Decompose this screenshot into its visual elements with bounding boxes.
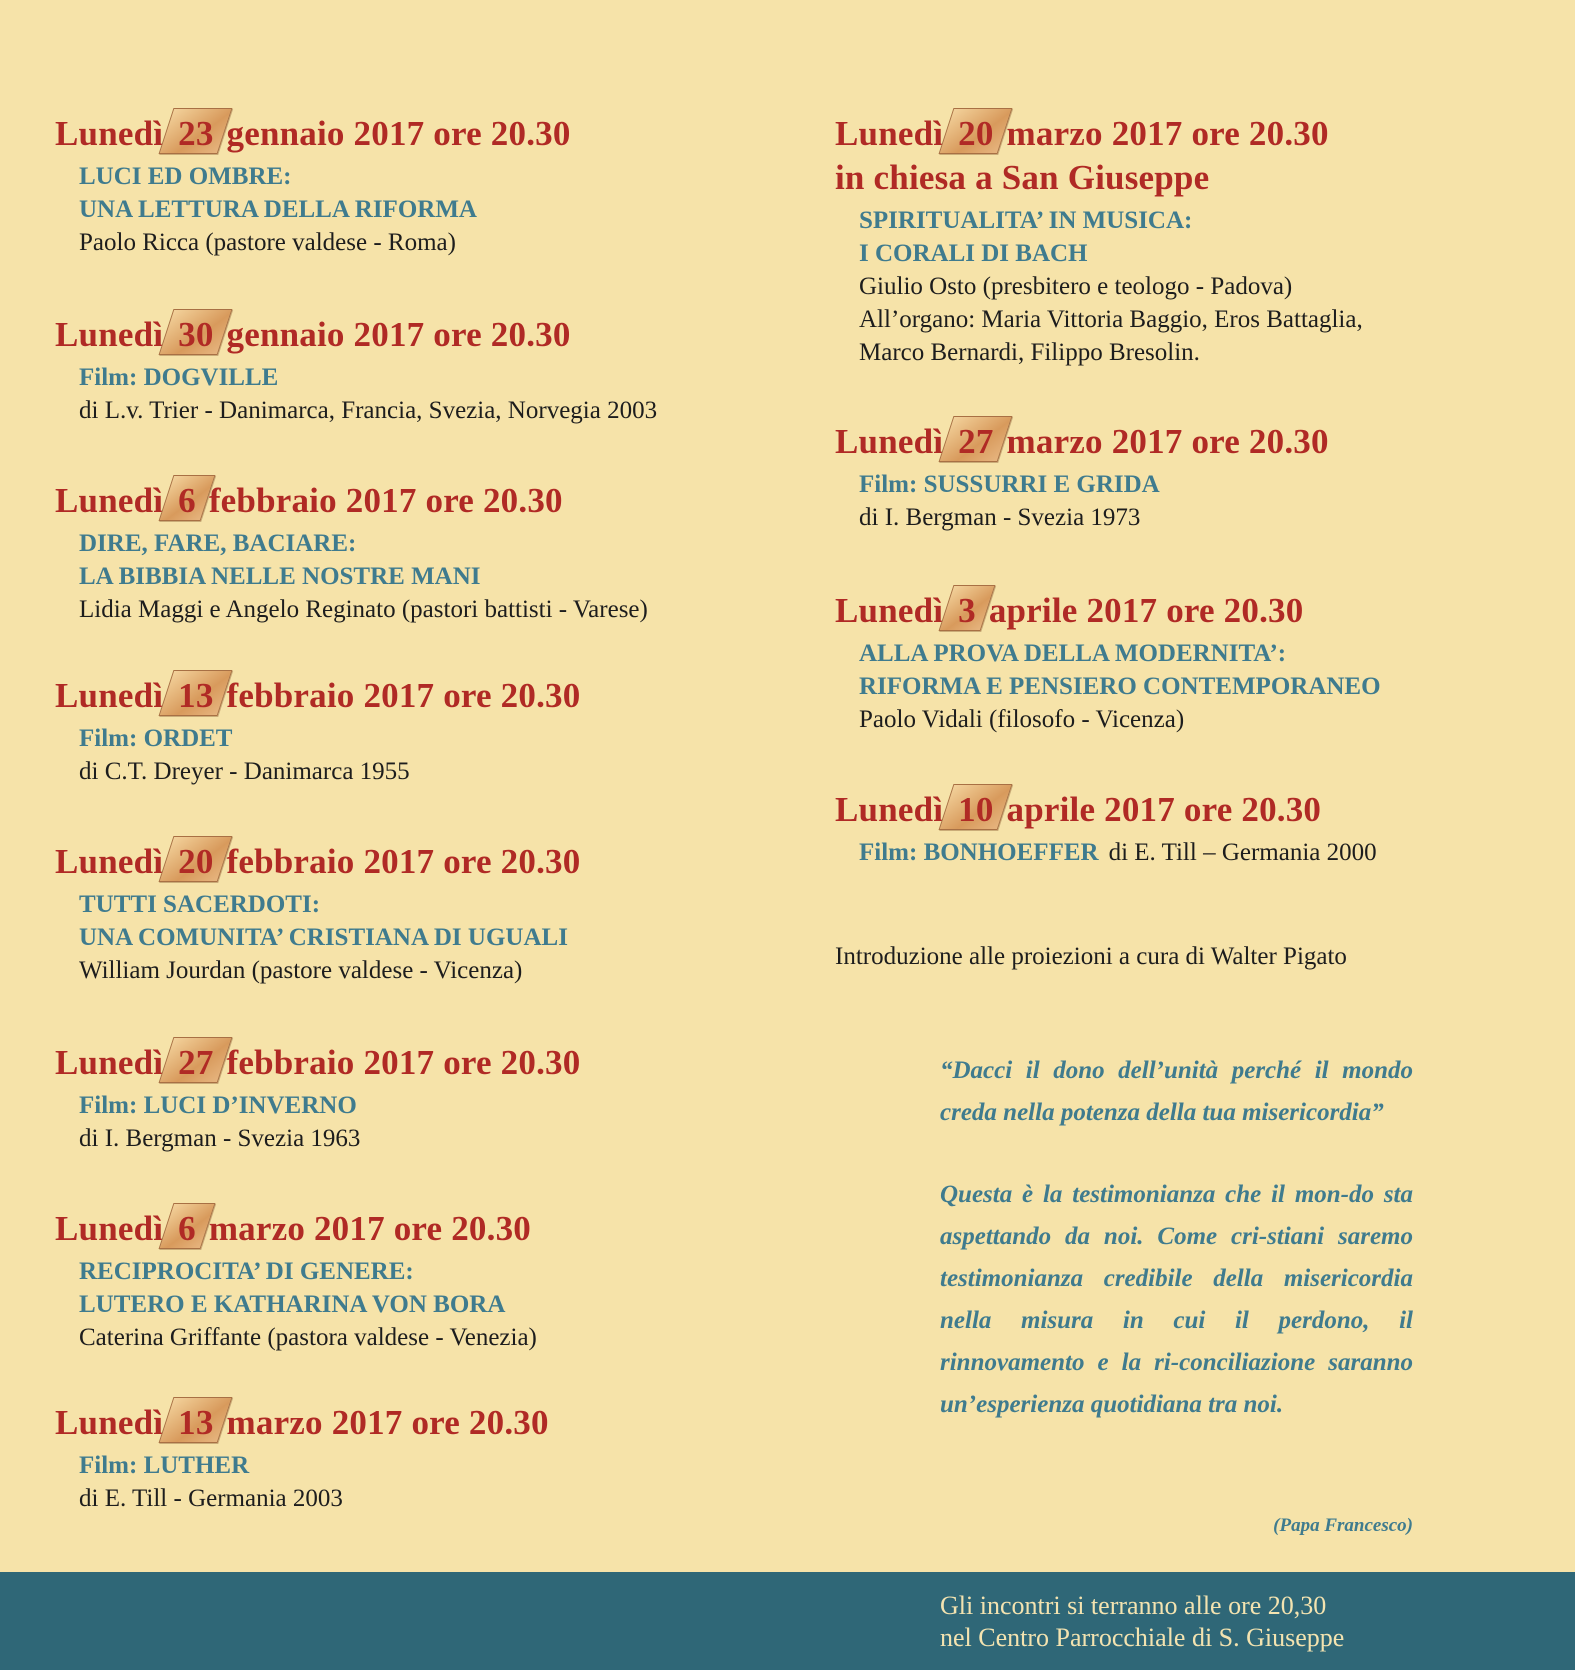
day-number: 27	[952, 420, 997, 464]
event-date	[835, 589, 1555, 633]
event-date	[835, 112, 1555, 200]
event-item	[835, 112, 1555, 369]
weekday: Lunedì	[55, 1403, 164, 1442]
event-speaker: Lidia Maggi e Angelo Reginato (pastori battisti - Varese)	[79, 596, 648, 623]
footer-banner	[0, 1572, 1575, 1670]
date-rest: marzo 2017 ore 20.30	[226, 1403, 549, 1442]
date-rest: marzo 2017 ore 20.30	[1006, 422, 1329, 461]
event-title: TUTTI SACERDOTI:	[79, 891, 321, 918]
event-organists: Marco Bernardi, Filippo Bresolin.	[859, 339, 1200, 366]
date-rest: aprile 2017 ore 20.30	[988, 591, 1304, 630]
event-date	[55, 1041, 795, 1085]
event-date	[55, 840, 795, 884]
event-date	[55, 1401, 795, 1445]
day-number: 13	[172, 1401, 217, 1445]
date-rest: marzo 2017 ore 20.30	[208, 1209, 531, 1248]
event-subtitle: UNA LETTURA DELLA RIFORMA	[79, 196, 477, 223]
day-number: 30	[172, 313, 217, 357]
day-number: 3	[952, 589, 980, 633]
event-item	[55, 479, 795, 626]
event-title: SPIRITUALITA’ IN MUSICA:	[859, 207, 1193, 234]
date-rest: gennaio 2017 ore 20.30	[226, 114, 571, 153]
event-title: Film: BONHOEFFER	[859, 839, 1099, 866]
day-number: 13	[172, 674, 217, 718]
event-title: RECIPROCITA’ DI GENERE:	[79, 1258, 414, 1285]
date-rest: marzo 2017 ore 20.30	[1006, 114, 1329, 153]
event-item	[835, 788, 1555, 869]
event-item	[835, 589, 1555, 736]
weekday: Lunedì	[55, 676, 164, 715]
event-item	[55, 112, 795, 259]
event-item	[55, 1207, 795, 1354]
intro-note: Introduzione alle proiezioni a cura di Walter Pigato	[835, 943, 1347, 970]
event-detail: di C.T. Dreyer - Danimarca 1955	[79, 758, 410, 785]
event-speaker: Giulio Osto (presbitero e teologo - Padova)	[859, 273, 1293, 300]
day-number: 20	[952, 112, 997, 156]
event-detail: di L.v. Trier - Danimarca, Francia, Svezia, Norvegia 2003	[79, 397, 658, 424]
quote-block	[940, 1050, 1413, 1426]
weekday: Lunedì	[55, 842, 164, 881]
event-speaker: Caterina Griffante (pastora valdese - Venezia)	[79, 1324, 537, 1351]
quote-author: (Papa Francesco)	[1273, 1515, 1413, 1536]
date-rest: aprile 2017 ore 20.30	[1006, 790, 1322, 829]
footer-line-time: Gli incontri si terranno alle ore 20,30	[940, 1591, 1327, 1620]
event-title: LUCI ED OMBRE:	[79, 163, 292, 190]
event-date	[835, 420, 1555, 464]
event-detail: di I. Bergman - Svezia 1973	[859, 504, 1141, 531]
quote-prayer: “Dacci il dono dell’unità perché il mondo creda nella potenza della tua misericordia”	[940, 1057, 1413, 1126]
event-subtitle: LUTERO E KATHARINA VON BORA	[79, 1291, 506, 1318]
day-number: 20	[172, 840, 217, 884]
event-date	[55, 674, 795, 718]
event-speaker: Paolo Ricca (pastore valdese - Roma)	[79, 229, 456, 256]
event-organists: All’organo: Maria Vittoria Baggio, Eros Battaglia,	[859, 306, 1363, 333]
event-detail: di E. Till - Germania 2003	[79, 1485, 343, 1512]
weekday: Lunedì	[835, 422, 944, 461]
event-title: ALLA PROVA DELLA MODERNITA’:	[859, 640, 1287, 667]
event-detail: di I. Bergman - Svezia 1963	[79, 1125, 361, 1152]
day-number: 6	[172, 1207, 200, 1251]
event-date	[55, 1207, 795, 1251]
event-item	[55, 674, 795, 788]
event-date	[835, 788, 1555, 832]
event-subtitle: RIFORMA E PENSIERO CONTEMPORANEO	[859, 673, 1381, 700]
weekday: Lunedì	[55, 114, 164, 153]
date-rest: febbraio 2017 ore 20.30	[226, 842, 581, 881]
event-subtitle: LA BIBBIA NELLE NOSTRE MANI	[79, 563, 481, 590]
quote-text: Questa è la testimonianza che il mon-do sta aspettando da noi. Come cri-stiani saremo testimonianza credibile della misericordia nella misura in cui il perdono, il rinnovamento e la ri-conciliazione saranno un’esperienza quotidiana tra noi.	[940, 1181, 1413, 1418]
event-subtitle: UNA COMUNITA’ CRISTIANA DI UGUALI	[79, 924, 568, 951]
event-item	[835, 420, 1555, 534]
date-rest: gennaio 2017 ore 20.30	[226, 315, 571, 354]
event-subtitle: I CORALI DI BACH	[859, 240, 1088, 267]
event-title: Film: LUTHER	[79, 1452, 250, 1479]
date-rest: febbraio 2017 ore 20.30	[226, 1043, 581, 1082]
event-location: in chiesa a San Giuseppe	[835, 158, 1210, 197]
footer-text	[940, 1590, 1344, 1654]
event-title: Film: LUCI D’INVERNO	[79, 1092, 357, 1119]
weekday: Lunedì	[55, 1209, 164, 1248]
event-speaker: William Jourdan (pastore valdese - Vicenza)	[79, 957, 523, 984]
event-speaker: Paolo Vidali (filosofo - Vicenza)	[859, 706, 1185, 733]
date-rest: febbraio 2017 ore 20.30	[226, 676, 581, 715]
event-title: Film: ORDET	[79, 725, 233, 752]
weekday: Lunedì	[835, 591, 944, 630]
day-number: 23	[172, 112, 217, 156]
date-rest: febbraio 2017 ore 20.30	[208, 481, 563, 520]
weekday: Lunedì	[55, 1043, 164, 1082]
day-number: 10	[952, 788, 997, 832]
footer-line-place: nel Centro Parrocchiale di S. Giuseppe	[940, 1623, 1345, 1652]
event-item	[55, 313, 795, 427]
event-date	[55, 479, 795, 523]
event-item	[55, 840, 795, 987]
event-date	[55, 313, 795, 357]
day-number: 6	[172, 479, 200, 523]
event-title: DIRE, FARE, BACIARE:	[79, 530, 357, 557]
event-title: Film: DOGVILLE	[79, 364, 279, 391]
event-detail: di E. Till – Germania 2000	[1108, 839, 1377, 866]
weekday: Lunedì	[55, 315, 164, 354]
weekday: Lunedì	[835, 790, 944, 829]
weekday: Lunedì	[55, 481, 164, 520]
event-item	[55, 1041, 795, 1155]
event-date	[55, 112, 795, 156]
weekday: Lunedì	[835, 114, 944, 153]
event-item	[55, 1401, 795, 1515]
day-number: 27	[172, 1041, 217, 1085]
event-title: Film: SUSSURRI E GRIDA	[859, 471, 1160, 498]
